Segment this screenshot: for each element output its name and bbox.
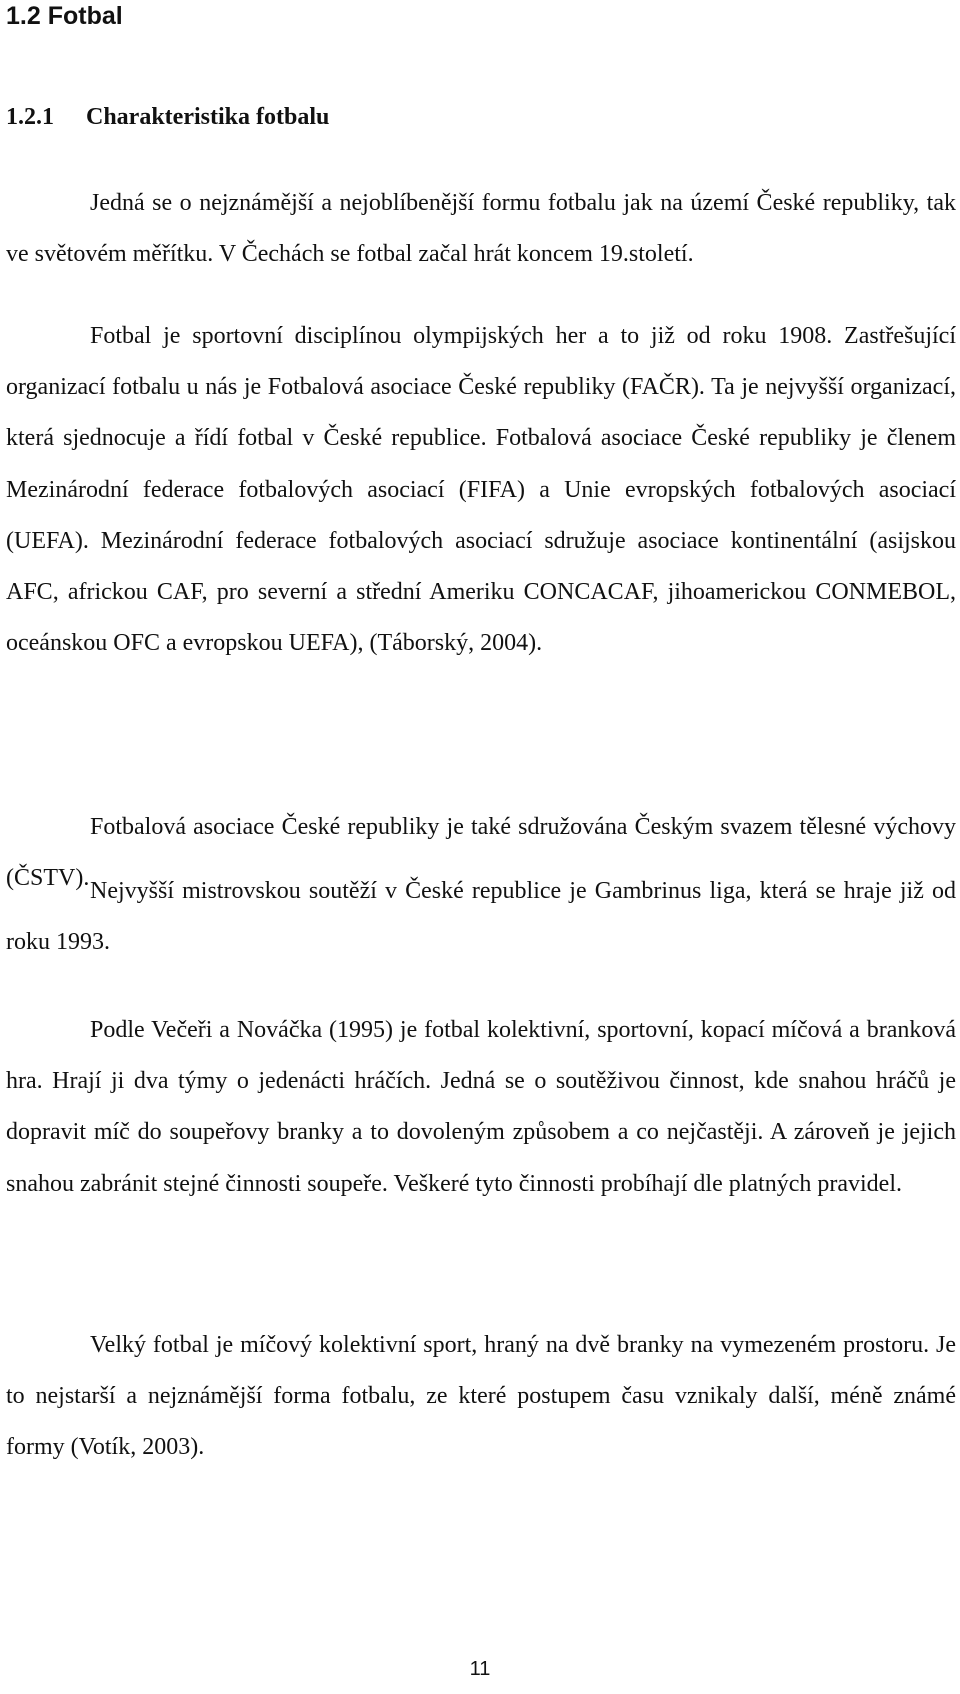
paragraph-big-football: Velký fotbal je míčový kolektivní sport, hraný na dvě branky na vymezeném prostoru. Je to nejstarší a nejznámější forma fotbalu, ze které postupem času vznikaly další, méně známé formy (Votík, 2003). <box>6 1332 956 1461</box>
subsection-heading <box>6 101 329 133</box>
paragraph-intro: Jedná se o nejznámější a nejoblíbenější formu fotbalu jak na území České republiky, tak ve světovém měřítku. V Čechách se fotbal začal hrát koncem 19.století. <box>6 190 956 268</box>
page-number: 11 <box>469 1658 491 1680</box>
section-heading: 1.2 Fotbal <box>6 2 123 30</box>
paragraph-cstv: Fotbalová asociace České republiky je také sdružována Českým svazem tělesné výchovy (ČSTV). <box>6 814 956 892</box>
subsection-number: 1.2.1 <box>6 104 54 130</box>
paragraph-definition: Podle Večeři a Nováčka (1995) je fotbal kolektivní, sportovní, kopací míčová a branková hra. Hrají ji dva týmy o jedenácti hráčích. Jedná se o soutěživou činnost, kde snahou hráčů je dopravit míč do soupeřovy branky a to dovoleným způsobem a co nejčastěji. A zároveň je jejich snahou zabránit stejné činnosti soupeře. Veškeré tyto činnosti probíhají dle platných pravidel. <box>6 1017 956 1197</box>
paragraph-league: Nejvyšší mistrovskou soutěží v České republice je Gambrinus liga, která se hraje již od roku 1993. <box>6 878 956 956</box>
paragraph-organization: Fotbal je sportovní disciplínou olympijských her a to již od roku 1908. Zastřešující organizací fotbalu u nás je Fotbalová asociace České republiky (FAČR). Ta je nejvyšší organizací, která sjednocuje a řídí fotbal v České republice. Fotbalová asociace České republiky je členem Mezinárodní federace fotbalových asociací (FIFA) a Unie evropských fotbalových asociací (UEFA). Mezinárodní federace fotbalových asociací sdružuje asociace kontinentální (asijskou AFC, africkou CAF, pro severní a střední Ameriku CONCACAF, jihoamerickou CONMEBOL, oceánskou OFC a evropskou UEFA), (Táborský, 2004). <box>6 323 956 657</box>
subsection-title: Charakteristika fotbalu <box>86 104 330 130</box>
